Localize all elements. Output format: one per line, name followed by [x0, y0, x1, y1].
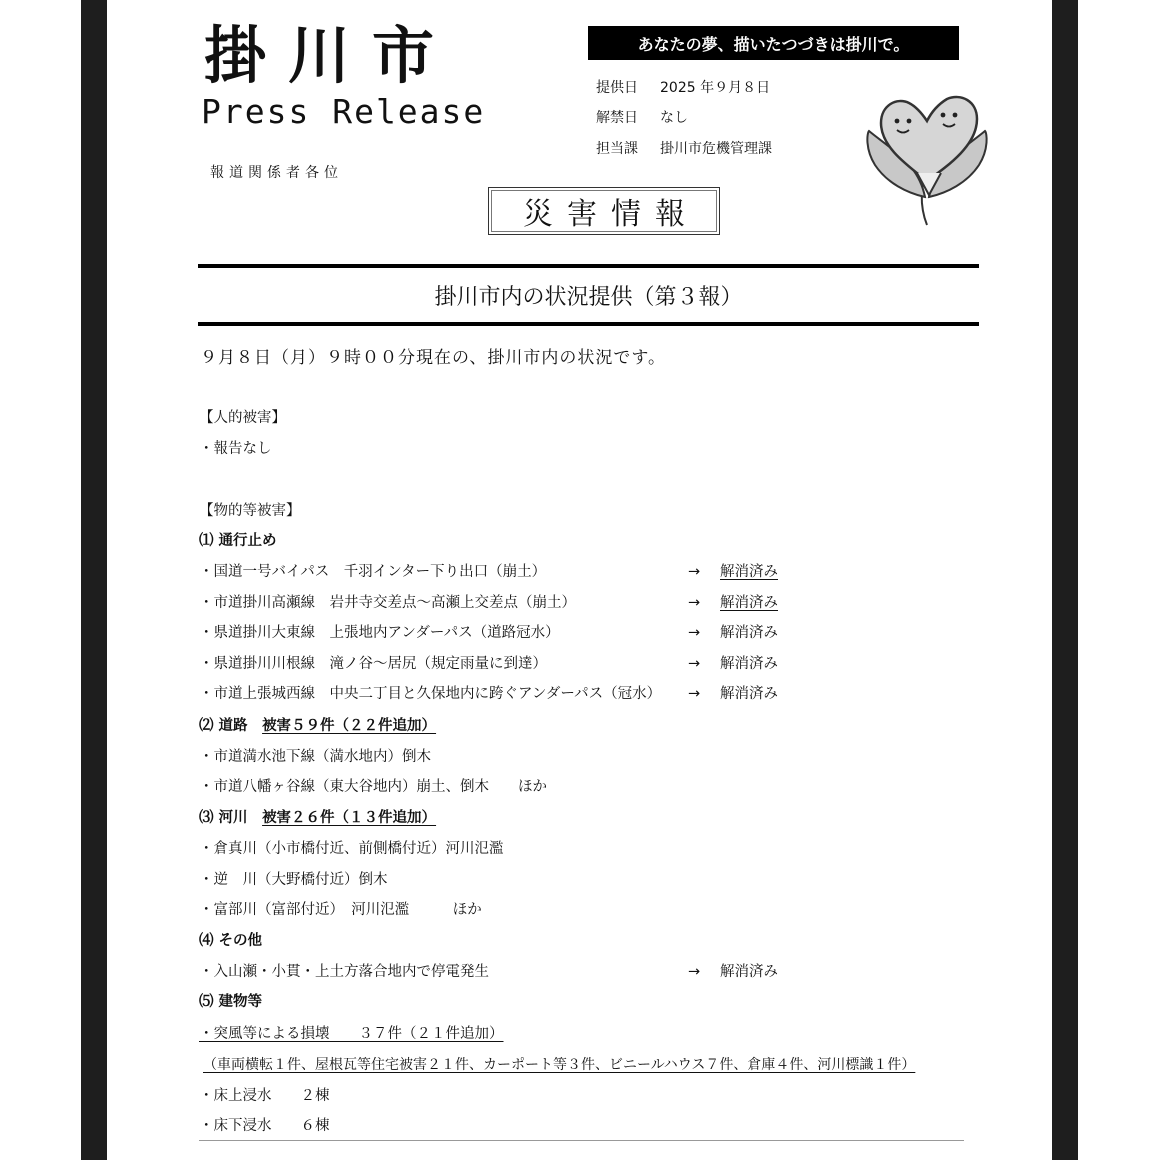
list-item: ・市道満水池下線（満水地内）倒木: [199, 749, 431, 765]
press-release-document: [107, 0, 1052, 1160]
closure-status: [688, 623, 778, 643]
closure-item: ・県道掛川川根線 滝ノ谷～居尻（規定雨量に到達）: [199, 656, 547, 672]
status-text: 解消済み: [720, 686, 778, 702]
list-item: ・逆 川（大野橋付近）倒木: [199, 872, 388, 888]
list-item: ・床下浸水 ６棟: [199, 1118, 330, 1134]
property-damage-heading: 【物的等被害】: [199, 503, 301, 519]
slogan-banner: [588, 26, 959, 60]
closure-status: [688, 562, 778, 582]
meta-value: 2025 年９月８日: [660, 80, 771, 96]
status-text: 解消済み: [720, 564, 778, 580]
closures-heading: ⑴ 通行止め: [199, 533, 277, 549]
wind-damage-line: ・突風等による損壊 ３７件（２１件追加）: [199, 1026, 504, 1042]
title-top-rule: [198, 264, 979, 268]
right-frame-bar: [1052, 0, 1078, 1160]
meta-key: 担当課: [596, 141, 638, 157]
rivers-heading-label: ⑶ 河川: [199, 810, 248, 826]
closure-item: ・国道一号バイパス 千羽インター下り出口（崩土）: [199, 564, 547, 580]
arrow-icon: →: [688, 625, 701, 641]
addressee: 報道関係者各位: [210, 165, 343, 181]
status-line: ９月８日（月）９時００分現在の、掛川市内の状況です。: [200, 348, 666, 368]
closure-item: ・市道上張城西線 中央二丁目と久保地内に跨ぐアンダーパス（冠水）: [199, 686, 662, 702]
other-status: [688, 962, 778, 982]
arrow-icon: →: [688, 595, 701, 611]
other-heading: ⑷ その他: [199, 933, 263, 949]
arrow-icon: →: [688, 564, 701, 580]
rivers-summary: 被害２６件（１３件追加）: [262, 810, 437, 826]
bottom-divider: [199, 1140, 964, 1141]
closure-status: [688, 684, 778, 704]
wind-damage-detail: （車両横転１件、屋根瓦等住宅被害２１件、カーポート等３件、ビニールハウス７件、倉庫４件、河川標識１件）: [203, 1057, 916, 1073]
list-item: ・市道八幡ヶ谷線（東大谷地内）崩土、倒木 ほか: [199, 779, 547, 795]
roads-heading-label: ⑵ 道路: [199, 718, 248, 734]
meta-department: [596, 138, 772, 158]
buildings-heading: ⑸ 建物等: [199, 994, 263, 1010]
meta-key: 解禁日: [596, 110, 638, 126]
closure-status: [688, 593, 778, 613]
press-release-label: Press Release: [201, 92, 486, 131]
status-text: 解消済み: [720, 625, 778, 641]
meta-value: 掛川市危機管理課: [660, 141, 772, 157]
meta-value: なし: [660, 110, 688, 126]
arrow-icon: →: [688, 686, 701, 702]
meta-issue-date: [596, 77, 770, 97]
list-item: ・床上浸水 ２棟: [199, 1088, 330, 1104]
list-item: ・報告なし: [199, 441, 272, 457]
meta-key: 提供日: [596, 80, 638, 96]
rivers-heading: [199, 808, 436, 828]
slogan-text: あなたの夢、描いたつづきは掛川で。: [637, 34, 910, 54]
arrow-icon: →: [688, 656, 701, 672]
report-title: 掛川市内の状況提供（第３報）: [434, 285, 743, 310]
closure-item: ・市道掛川高瀬線 岩井寺交差点～高瀬上交差点（崩土）: [199, 595, 576, 611]
roads-summary: 被害５９件（２２件追加）: [262, 718, 437, 734]
left-frame-bar: [81, 0, 107, 1160]
title-bottom-rule: [198, 322, 979, 326]
human-damage-heading: 【人的被害】: [199, 410, 286, 426]
heart-mascot-icon: [857, 85, 997, 230]
status-text: 解消済み: [720, 964, 778, 980]
city-name: 掛川市: [204, 19, 457, 92]
roads-heading: [199, 716, 436, 736]
disaster-info-text: 災害情報: [523, 197, 699, 232]
disaster-info-badge: [488, 187, 720, 235]
arrow-icon: →: [688, 964, 701, 980]
list-item: ・倉真川（小市橋付近、前側橋付近）河川氾濫: [199, 841, 504, 857]
meta-embargo: [596, 107, 688, 127]
status-text: 解消済み: [720, 595, 778, 611]
list-item: ・富部川（富部付近） 河川氾濫 ほか: [199, 902, 482, 918]
closure-status: [688, 654, 778, 674]
status-text: 解消済み: [720, 656, 778, 672]
list-item: ・入山瀬・小貫・上土方落合地内で停電発生: [199, 964, 489, 980]
closure-item: ・県道掛川大東線 上張地内アンダーパス（道路冠水）: [199, 625, 560, 641]
